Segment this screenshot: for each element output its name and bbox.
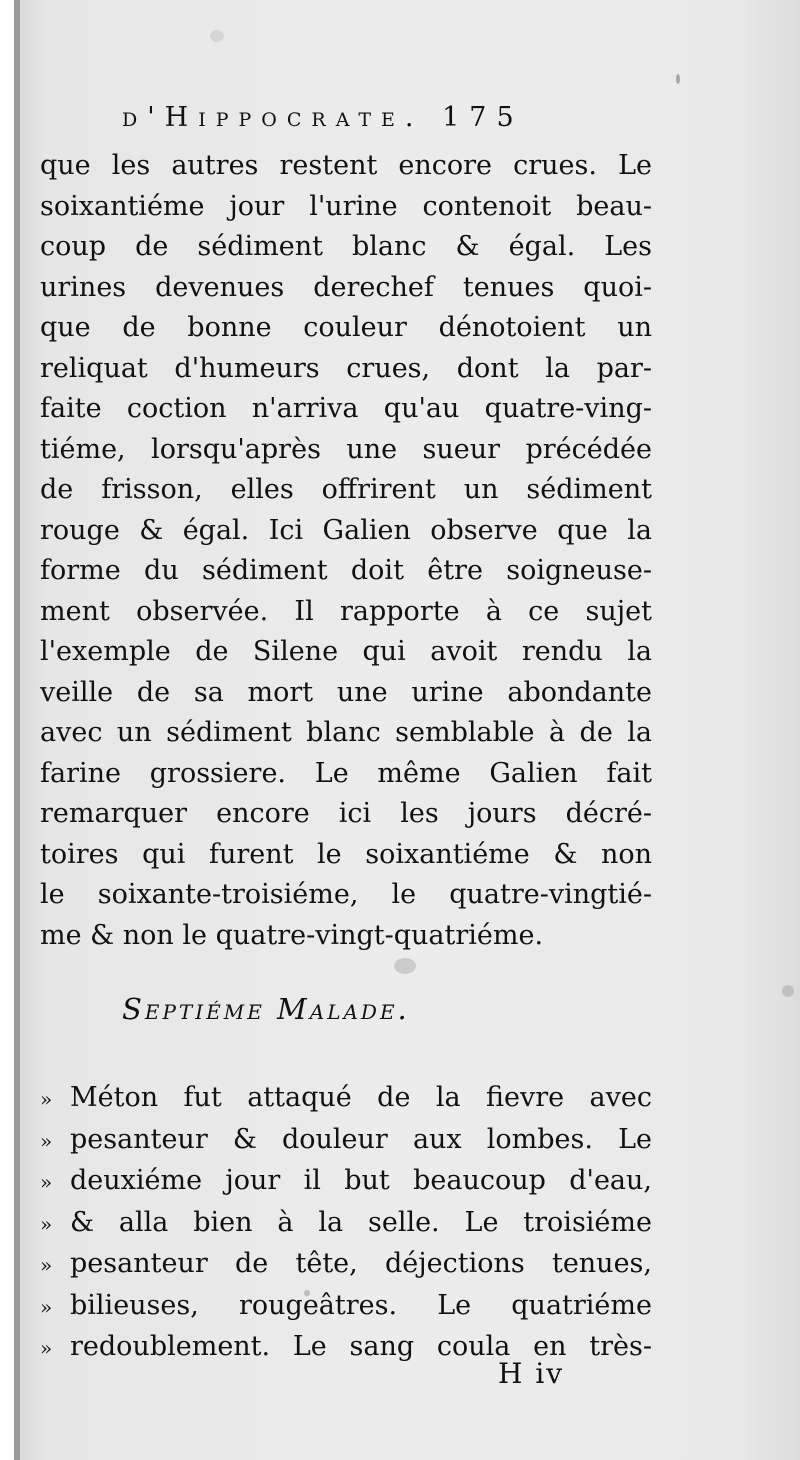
text-line: rouge & égal. Ici Galien observe que la	[40, 514, 652, 546]
quote-line	[40, 1120, 652, 1162]
quote-mark: »	[40, 1211, 53, 1236]
text-line: urines devenues derechef tenues quoi-	[40, 271, 652, 303]
quote-text: Méton fut attaqué de la fievre avec	[70, 1082, 652, 1113]
text-line: avec un sédiment blanc semblable à de la	[40, 717, 652, 748]
quote-mark: »	[40, 1253, 53, 1277]
quote-mark: »	[40, 1087, 53, 1111]
quote-mark: »	[40, 1128, 53, 1153]
text-line: le soixante-troisiéme, le quatre-vingtié-	[40, 879, 652, 910]
body-text	[40, 146, 652, 956]
quote-mark: »	[40, 1170, 53, 1194]
quote-line	[40, 1078, 652, 1120]
text-line: me & non le quatre-vingt-quatriéme.	[40, 919, 544, 951]
text-line: ment observée. Il rapporte à ce sujet	[40, 595, 652, 627]
text-line: forme du sédiment doit être soigneuse-	[40, 555, 652, 586]
section-title: Septiéme Malade.	[122, 992, 410, 1026]
text-line: que les autres restent encore crues. Le	[40, 150, 652, 181]
text-line: remarquer encore ici les jours décré-	[40, 798, 652, 829]
quote-text: pesanteur & douleur aux lombes. Le	[70, 1123, 652, 1155]
text-line: reliquat d'humeurs crues, dont la par-	[40, 352, 652, 384]
quoted-passage	[40, 1078, 652, 1369]
quote-mark: »	[40, 1336, 53, 1360]
text-line: veille de sa mort une urine abondante	[40, 676, 652, 708]
text-line: farine grossiere. Le même Galien fait	[40, 757, 652, 789]
text-line: que de bonne couleur dénotoient un	[40, 312, 652, 343]
running-header: d'Hippocrate. 175	[122, 102, 524, 133]
text-line: de frisson, elles offrirent un sédiment	[40, 474, 652, 505]
signature-mark: H iv	[498, 1357, 565, 1390]
quote-line	[40, 1203, 652, 1245]
quote-text: bilieuses, rougeâtres. Le quatriéme	[70, 1289, 652, 1321]
text-line: l'exemple de Silene qui avoit rendu la	[40, 636, 652, 667]
text-line: toires qui furent le soixantiéme & non	[40, 838, 652, 870]
text-line: coup de sédiment blanc & égal. Les	[40, 231, 652, 262]
quote-text: redoublement. Le sang coula en très-	[70, 1331, 652, 1362]
quote-text: & alla bien à la selle. Le troisiéme	[70, 1206, 652, 1238]
quote-line	[40, 1161, 652, 1203]
quote-line	[40, 1244, 652, 1286]
text-line: soixantiéme jour l'urine contenoit beau-	[40, 190, 652, 222]
text-line: tiéme, lorsqu'après une sueur précédée	[40, 433, 652, 465]
quote-mark: »	[40, 1294, 53, 1319]
quote-text: pesanteur de tête, déjections tenues,	[70, 1248, 652, 1279]
quote-text: deuxiéme jour il but beaucoup d'eau,	[70, 1165, 652, 1196]
text-line: faite coction n'arriva qu'au quatre-ving-	[40, 393, 652, 424]
quote-line	[40, 1286, 652, 1328]
